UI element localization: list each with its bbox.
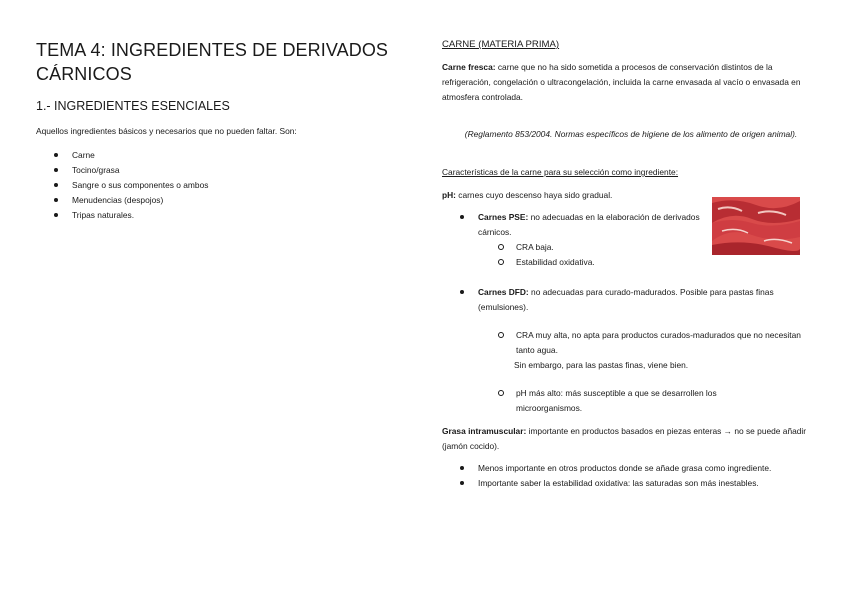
section-heading: 1.- INGREDIENTES ESENCIALES <box>36 99 230 113</box>
fresh-meat-paragraph <box>442 60 820 105</box>
fresh-meat-text: carne que no ha sido sometida a procesos de conservación distintos de la refrigeración, congelación o ultracongelación, incluida la carne envasada al vacío o envasada en atmosfera controlada. <box>442 62 801 102</box>
list-item: CRA baja. <box>442 240 707 255</box>
fresh-meat-label: Carne fresca: <box>442 62 496 72</box>
dfd-block <box>442 285 820 315</box>
pse-label: Carnes PSE: <box>478 212 529 222</box>
raw-meat-image <box>712 197 800 255</box>
pse-text: no adecuadas en la elaboración de derivados cárnicos. <box>478 212 700 237</box>
list-item <box>442 285 820 315</box>
dfd-sub-1 <box>442 328 820 373</box>
list-item: pH más alto: más susceptible a que se desarrollen los microorganismos. <box>442 386 772 416</box>
list-item: Sangre o sus componentes o ambos <box>36 178 208 193</box>
ingredient-list <box>36 148 208 223</box>
list-item: Importante saber la estabilidad oxidativa: las saturadas son más inestables. <box>442 476 782 491</box>
list-item: Tocino/grasa <box>36 163 208 178</box>
fat-label: Grasa intramuscular: <box>442 426 527 436</box>
fat-paragraph <box>442 424 812 454</box>
fat-list <box>442 461 782 491</box>
section-heading-carne: CARNE (MATERIA PRIMA) <box>442 39 560 50</box>
ph-text: carnes cuyo descenso haya sido gradual. <box>455 190 613 200</box>
list-item: Tripas naturales. <box>36 208 208 223</box>
ph-label: pH: <box>442 190 456 200</box>
page-title: TEMA 4: INGREDIENTES DE DERIVADOS CÁRNICOS <box>36 40 389 84</box>
dfd-sub-2 <box>442 386 772 416</box>
regulation-note: (Reglamento 853/2004. Normas específicos de higiene de los alimento de origen animal). <box>464 129 798 139</box>
list-item: Menudencias (despojos) <box>36 193 208 208</box>
list-item: Estabilidad oxidativa. <box>442 255 707 270</box>
intro-text: Aquellos ingredientes básicos y necesarios que no pueden faltar. Son: <box>36 126 297 136</box>
list-item: CRA muy alta, no apta para productos curados-madurados que no necesitan tanto agua. <box>442 328 820 358</box>
pse-block <box>442 210 707 270</box>
dfd-label: Carnes DFD: <box>478 287 529 297</box>
list-item: Carne <box>36 148 208 163</box>
dfd-text: no adecuadas para curado-madurados. Posible para pastas finas (emulsiones). <box>478 287 774 312</box>
list-item: Menos importante en otros productos donde se añade grasa como ingrediente. <box>442 461 782 476</box>
list-item <box>442 210 707 240</box>
characteristics-heading: Características de la carne para su selección como ingrediente: <box>442 167 679 177</box>
ph-paragraph <box>442 188 612 203</box>
dfd-sub-1-extra: Sin embargo, para las pastas finas, viene bien. <box>514 360 689 370</box>
fat-text: importante en productos basados en piezas enteras → no se puede añadir (jamón cocido). <box>442 426 807 451</box>
